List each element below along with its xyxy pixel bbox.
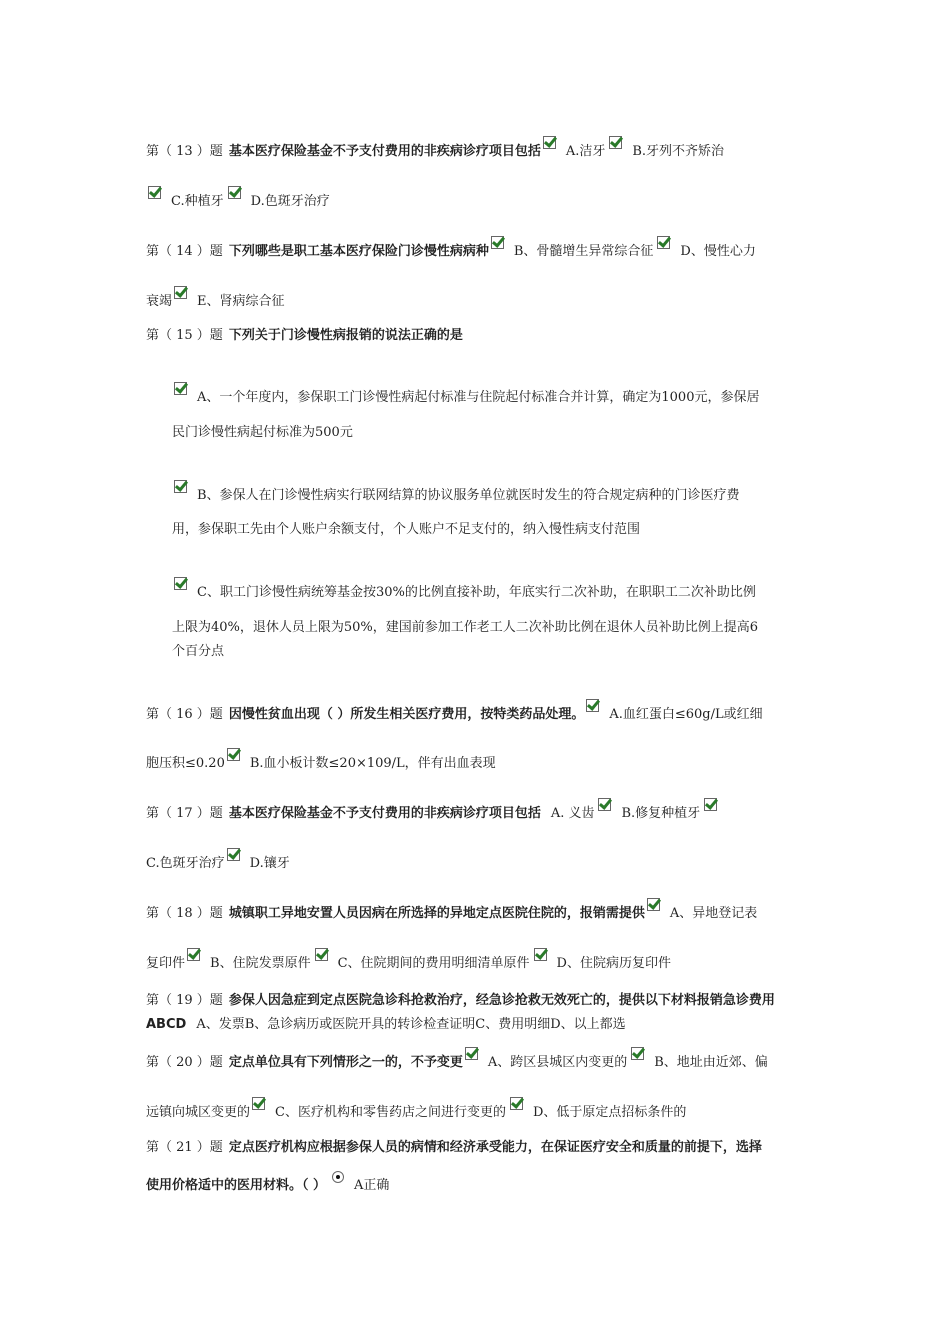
q14-checkbox-e[interactable] xyxy=(174,286,187,299)
q21-radio-a[interactable] xyxy=(332,1171,344,1183)
q20-text: 定点单位具有下列情形之一的，不予变更 xyxy=(228,1055,463,1070)
q13-checkbox-c[interactable] xyxy=(148,186,161,199)
q15-option-b-line1 xyxy=(172,480,810,505)
q13-checkbox-d[interactable] xyxy=(228,186,241,199)
q20-option-c: C、医疗机构和零售药店之间进行变更的 xyxy=(275,1105,506,1120)
q17-checkbox-a[interactable] xyxy=(598,798,611,811)
q13-option-d: D.色斑牙治疗 xyxy=(250,194,330,209)
q16-option-a: A.血红蛋白≤60g/L或红细 xyxy=(609,707,763,722)
q18-checkbox-b[interactable] xyxy=(187,948,200,961)
q20-line1 xyxy=(146,1047,810,1072)
q15-option-b-cont: 用，参保职工先由个人账户余额支付，个人账户不足支付的，纳入慢性病支付范围 xyxy=(172,522,641,537)
q15-option-c-line3 xyxy=(172,643,810,661)
q14-option-e: E、肾病综合征 xyxy=(197,294,285,309)
q15-checkbox-c[interactable] xyxy=(174,577,187,590)
q20-option-d: D、低于原定点招标条件的 xyxy=(532,1105,687,1120)
q18-option-b: B、住院发票原件 xyxy=(210,956,311,971)
q13-checkbox-b[interactable] xyxy=(609,136,622,149)
q18-text: 城镇职工异地安置人员因病在所选择的异地定点医院住院的，报销需提供 xyxy=(228,906,645,921)
q16-option-a-cont: 胞压积≤0.20 xyxy=(146,756,225,771)
q13-text: 基本医疗保险基金不予支付费用的非疾病诊疗项目包括 xyxy=(228,144,541,159)
q16-checkbox-a[interactable] xyxy=(586,699,599,712)
q13-number: 第（ 13 ）题 xyxy=(146,144,223,159)
q21-text-line1: 定点医疗机构应根据参保人员的病情和经济承受能力，在保证医疗安全和质量的前提下，选择 xyxy=(228,1140,762,1155)
q14-option-d: D、慢性心力 xyxy=(680,244,756,259)
q18-checkbox-a[interactable] xyxy=(647,898,660,911)
q14-checkbox-b[interactable] xyxy=(491,236,504,249)
q13-option-b: B.牙列不齐矫治 xyxy=(632,144,725,159)
q21-line1 xyxy=(146,1139,810,1157)
q16-line1 xyxy=(146,699,810,724)
q19-block xyxy=(146,989,810,1037)
q15-option-a-line1 xyxy=(172,382,810,407)
q17-option-d: D.镶牙 xyxy=(249,856,290,871)
q19-options: A、发票B、急诊病历或医院开具的转诊检查证明C、费用明细D、以上都选 xyxy=(196,1017,626,1032)
q13-option-c: C.种植牙 xyxy=(171,194,224,209)
q15-option-c-cont2: 个百分点 xyxy=(172,644,225,659)
q17-option-a: A. 义齿 xyxy=(550,806,595,821)
q18-line1 xyxy=(146,898,810,923)
q17-checkbox-b[interactable] xyxy=(704,798,717,811)
q18-option-d: D、住院病历复印件 xyxy=(556,956,671,971)
q18-option-c: C、住院期间的费用明细清单原件 xyxy=(337,956,530,971)
q14-option-d-cont: 衰竭 xyxy=(146,294,173,309)
q20-checkbox-b[interactable] xyxy=(631,1047,644,1060)
q17-number: 第（ 17 ）题 xyxy=(146,806,223,821)
q14-line2 xyxy=(146,286,810,311)
q19-text: 参保人因急症到定点医院急诊科抢救治疗，经急诊抢救无效死亡的，提供以下材料报销急诊费用 ABCD xyxy=(146,993,775,1032)
q14-number: 第（ 14 ）题 xyxy=(146,244,223,259)
q13-checkbox-a[interactable] xyxy=(543,136,556,149)
q20-checkbox-d[interactable] xyxy=(510,1097,523,1110)
q15-checkbox-b[interactable] xyxy=(174,480,187,493)
q15-text: 下列关于门诊慢性病报销的说法正确的是 xyxy=(228,328,463,343)
q13-line2 xyxy=(146,186,810,211)
q16-checkbox-b[interactable] xyxy=(227,748,240,761)
q15-option-c-line2 xyxy=(172,619,810,637)
q18-line2 xyxy=(146,948,810,973)
q20-checkbox-c[interactable] xyxy=(252,1097,265,1110)
q17-line1 xyxy=(146,798,810,823)
q21-line2 xyxy=(146,1171,810,1195)
q18-number: 第（ 18 ）题 xyxy=(146,906,223,921)
q17-option-c: C.色斑牙治疗 xyxy=(146,856,225,871)
q15-option-c-line1 xyxy=(172,577,810,602)
q15-option-a-cont: 民门诊慢性病起付标准为500元 xyxy=(172,425,353,440)
q21-text-line2: 使用价格适中的医用材料。（ ） xyxy=(146,1178,327,1193)
q16-option-b: B.血小板计数≤20×109/L，伴有出血表现 xyxy=(249,756,496,771)
q13-line1 xyxy=(146,136,810,161)
q17-checkbox-c[interactable] xyxy=(227,848,240,861)
q15-number: 第（ 15 ）题 xyxy=(146,328,223,343)
q20-number: 第（ 20 ）题 xyxy=(146,1055,223,1070)
q15-option-c-cont: 上限为40%，退休人员上限为50%，建国前参加工作老工人二次补助比例在退休人员补助比例上提高6 xyxy=(172,620,759,635)
q15-option-c: C、职工门诊慢性病统筹基金按30%的比例直接补助，年底实行二次补助，在职职工二次补助比例 xyxy=(197,585,756,600)
q18-checkbox-c[interactable] xyxy=(315,948,328,961)
q15-option-b-line2 xyxy=(172,521,810,539)
q14-checkbox-d[interactable] xyxy=(657,236,670,249)
q16-line2 xyxy=(146,748,810,773)
q17-option-b: B.修复种植牙 xyxy=(621,806,701,821)
q19-number: 第（ 19 ）题 xyxy=(146,993,223,1008)
q14-line1 xyxy=(146,236,810,261)
q18-option-a: A、异地登记表 xyxy=(669,906,758,921)
q15-line1 xyxy=(146,327,810,345)
q15-option-a: A、一个年度内，参保职工门诊慢性病起付标准与住院起付标准合并计算，确定为1000元，参保居 xyxy=(197,390,760,405)
q14-option-b: B、骨髓增生异常综合征 xyxy=(513,244,654,259)
q13-option-a: A.洁牙 xyxy=(565,144,606,159)
q20-checkbox-a[interactable] xyxy=(465,1047,478,1060)
q21-option-a: A正确 xyxy=(354,1178,390,1193)
q17-text: 基本医疗保险基金不予支付费用的非疾病诊疗项目包括 xyxy=(228,806,541,821)
q20-option-a: A、跨区县城区内变更的 xyxy=(487,1055,628,1070)
q15-checkbox-a[interactable] xyxy=(174,382,187,395)
q20-line2 xyxy=(146,1097,810,1122)
q20-option-b-cont: 远镇向城区变更的 xyxy=(146,1105,251,1120)
q18-checkbox-d[interactable] xyxy=(534,948,547,961)
q18-option-a-cont: 复印件 xyxy=(146,956,186,971)
q16-number: 第（ 16 ）题 xyxy=(146,707,223,722)
q15-option-b: B、参保人在门诊慢性病实行联网结算的协议服务单位就医时发生的符合规定病种的门诊医疗费 xyxy=(197,488,740,503)
q21-number: 第（ 21 ）题 xyxy=(146,1140,223,1155)
q16-text: 因慢性贫血出现（ ）所发生相关医疗费用，按特类药品处理。 xyxy=(228,707,585,722)
q20-option-b: B、地址由近郊、偏 xyxy=(654,1055,768,1070)
q15-option-a-line2 xyxy=(172,424,810,442)
q17-line2 xyxy=(146,848,810,873)
q14-text: 下列哪些是职工基本医疗保险门诊慢性病病种 xyxy=(228,244,489,259)
